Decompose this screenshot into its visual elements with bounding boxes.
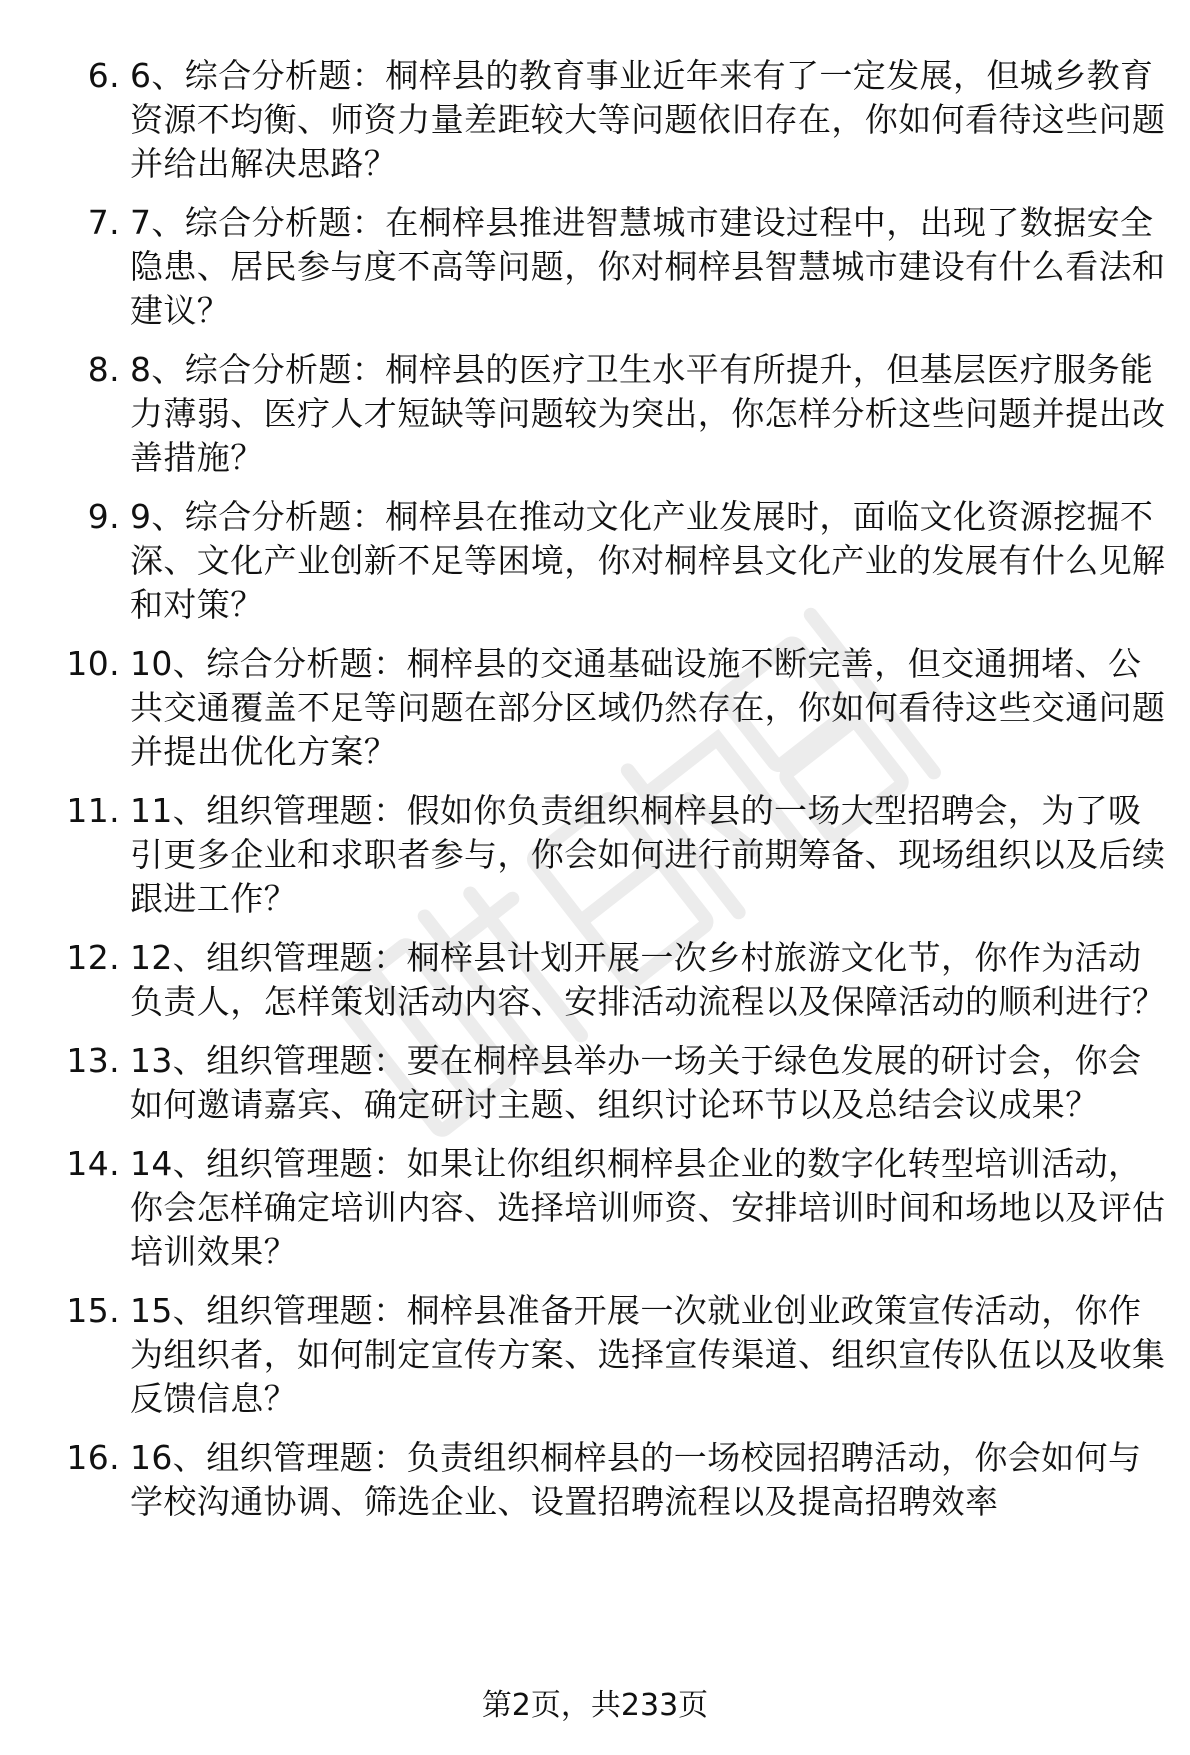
page-footer: 第2页，共233页 <box>481 1688 709 1723</box>
list-item <box>60 1436 1170 1524</box>
list-item <box>60 348 1170 480</box>
item-number: 12. <box>66 938 120 977</box>
item-number: 11. <box>66 791 120 830</box>
item-number: 13. <box>66 1041 120 1080</box>
list-item <box>60 1289 1170 1421</box>
item-number: 7. <box>87 203 120 242</box>
item-number: 14. <box>66 1144 120 1183</box>
list-item <box>60 936 1170 1024</box>
item-text: 7、综合分析题：在桐梓县推进智慧城市建设过程中，出现了数据安全隐患、居民参与度不高等问题，你对桐梓县智慧城市建设有什么看法和建议？ <box>130 203 1166 330</box>
list-item <box>60 1039 1170 1127</box>
list-item <box>60 495 1170 627</box>
item-text: 12、组织管理题：桐梓县计划开展一次乡村旅游文化节，你作为活动负责人，怎样策划活动内容、安排活动流程以及保障活动的顺利进行？ <box>130 938 1166 1021</box>
list-item <box>60 642 1170 774</box>
item-text: 10、综合分析题：桐梓县的交通基础设施不断完善，但交通拥堵、公共交通覆盖不足等问题在部分区域仍然存在，你如何看待这些交通问题并提出优化方案？ <box>130 644 1166 771</box>
list-item <box>60 54 1170 186</box>
item-number: 9. <box>87 497 120 536</box>
item-text: 13、组织管理题：要在桐梓县举办一场关于绿色发展的研讨会，你会如何邀请嘉宾、确定研讨主题、组织讨论环节以及总结会议成果？ <box>130 1041 1142 1124</box>
item-text: 16、组织管理题：负责组织桐梓县的一场校园招聘活动，你会如何与学校沟通协调、筛选企业、设置招聘流程以及提高招聘效率 <box>130 1438 1142 1521</box>
list-item <box>60 1142 1170 1274</box>
item-text: 6、综合分析题：桐梓县的教育事业近年来有了一定发展，但城乡教育资源不均衡、师资力量差距较大等问题依旧存在，你如何看待这些问题并给出解决思路？ <box>130 56 1166 183</box>
question-list <box>60 54 1170 1539</box>
item-number: 10. <box>66 644 120 683</box>
item-number: 6. <box>87 56 120 95</box>
list-item <box>60 201 1170 333</box>
item-number: 15. <box>66 1291 120 1330</box>
list-item <box>60 789 1170 921</box>
item-text: 14、组织管理题：如果让你组织桐梓县企业的数字化转型培训活动，你会怎样确定培训内容、选择培训师资、安排培训时间和场地以及评估培训效果？ <box>130 1144 1166 1271</box>
item-text: 9、综合分析题：桐梓县在推动文化产业发展时，面临文化资源挖掘不深、文化产业创新不足等困境，你对桐梓县文化产业的发展有什么见解和对策？ <box>130 497 1166 624</box>
item-text: 11、组织管理题：假如你负责组织桐梓县的一场大型招聘会，为了吸引更多企业和求职者参与，你会如何进行前期筹备、现场组织以及后续跟进工作？ <box>130 791 1166 918</box>
item-text: 8、综合分析题：桐梓县的医疗卫生水平有所提升，但基层医疗服务能力薄弱、医疗人才短缺等问题较为突出，你怎样分析这些问题并提出改善措施？ <box>130 350 1166 477</box>
item-number: 16. <box>66 1438 120 1477</box>
item-number: 8. <box>87 350 120 389</box>
item-text: 15、组织管理题：桐梓县准备开展一次就业创业政策宣传活动，你作为组织者，如何制定宣传方案、选择宣传渠道、组织宣传队伍以及收集反馈信息？ <box>130 1291 1166 1418</box>
